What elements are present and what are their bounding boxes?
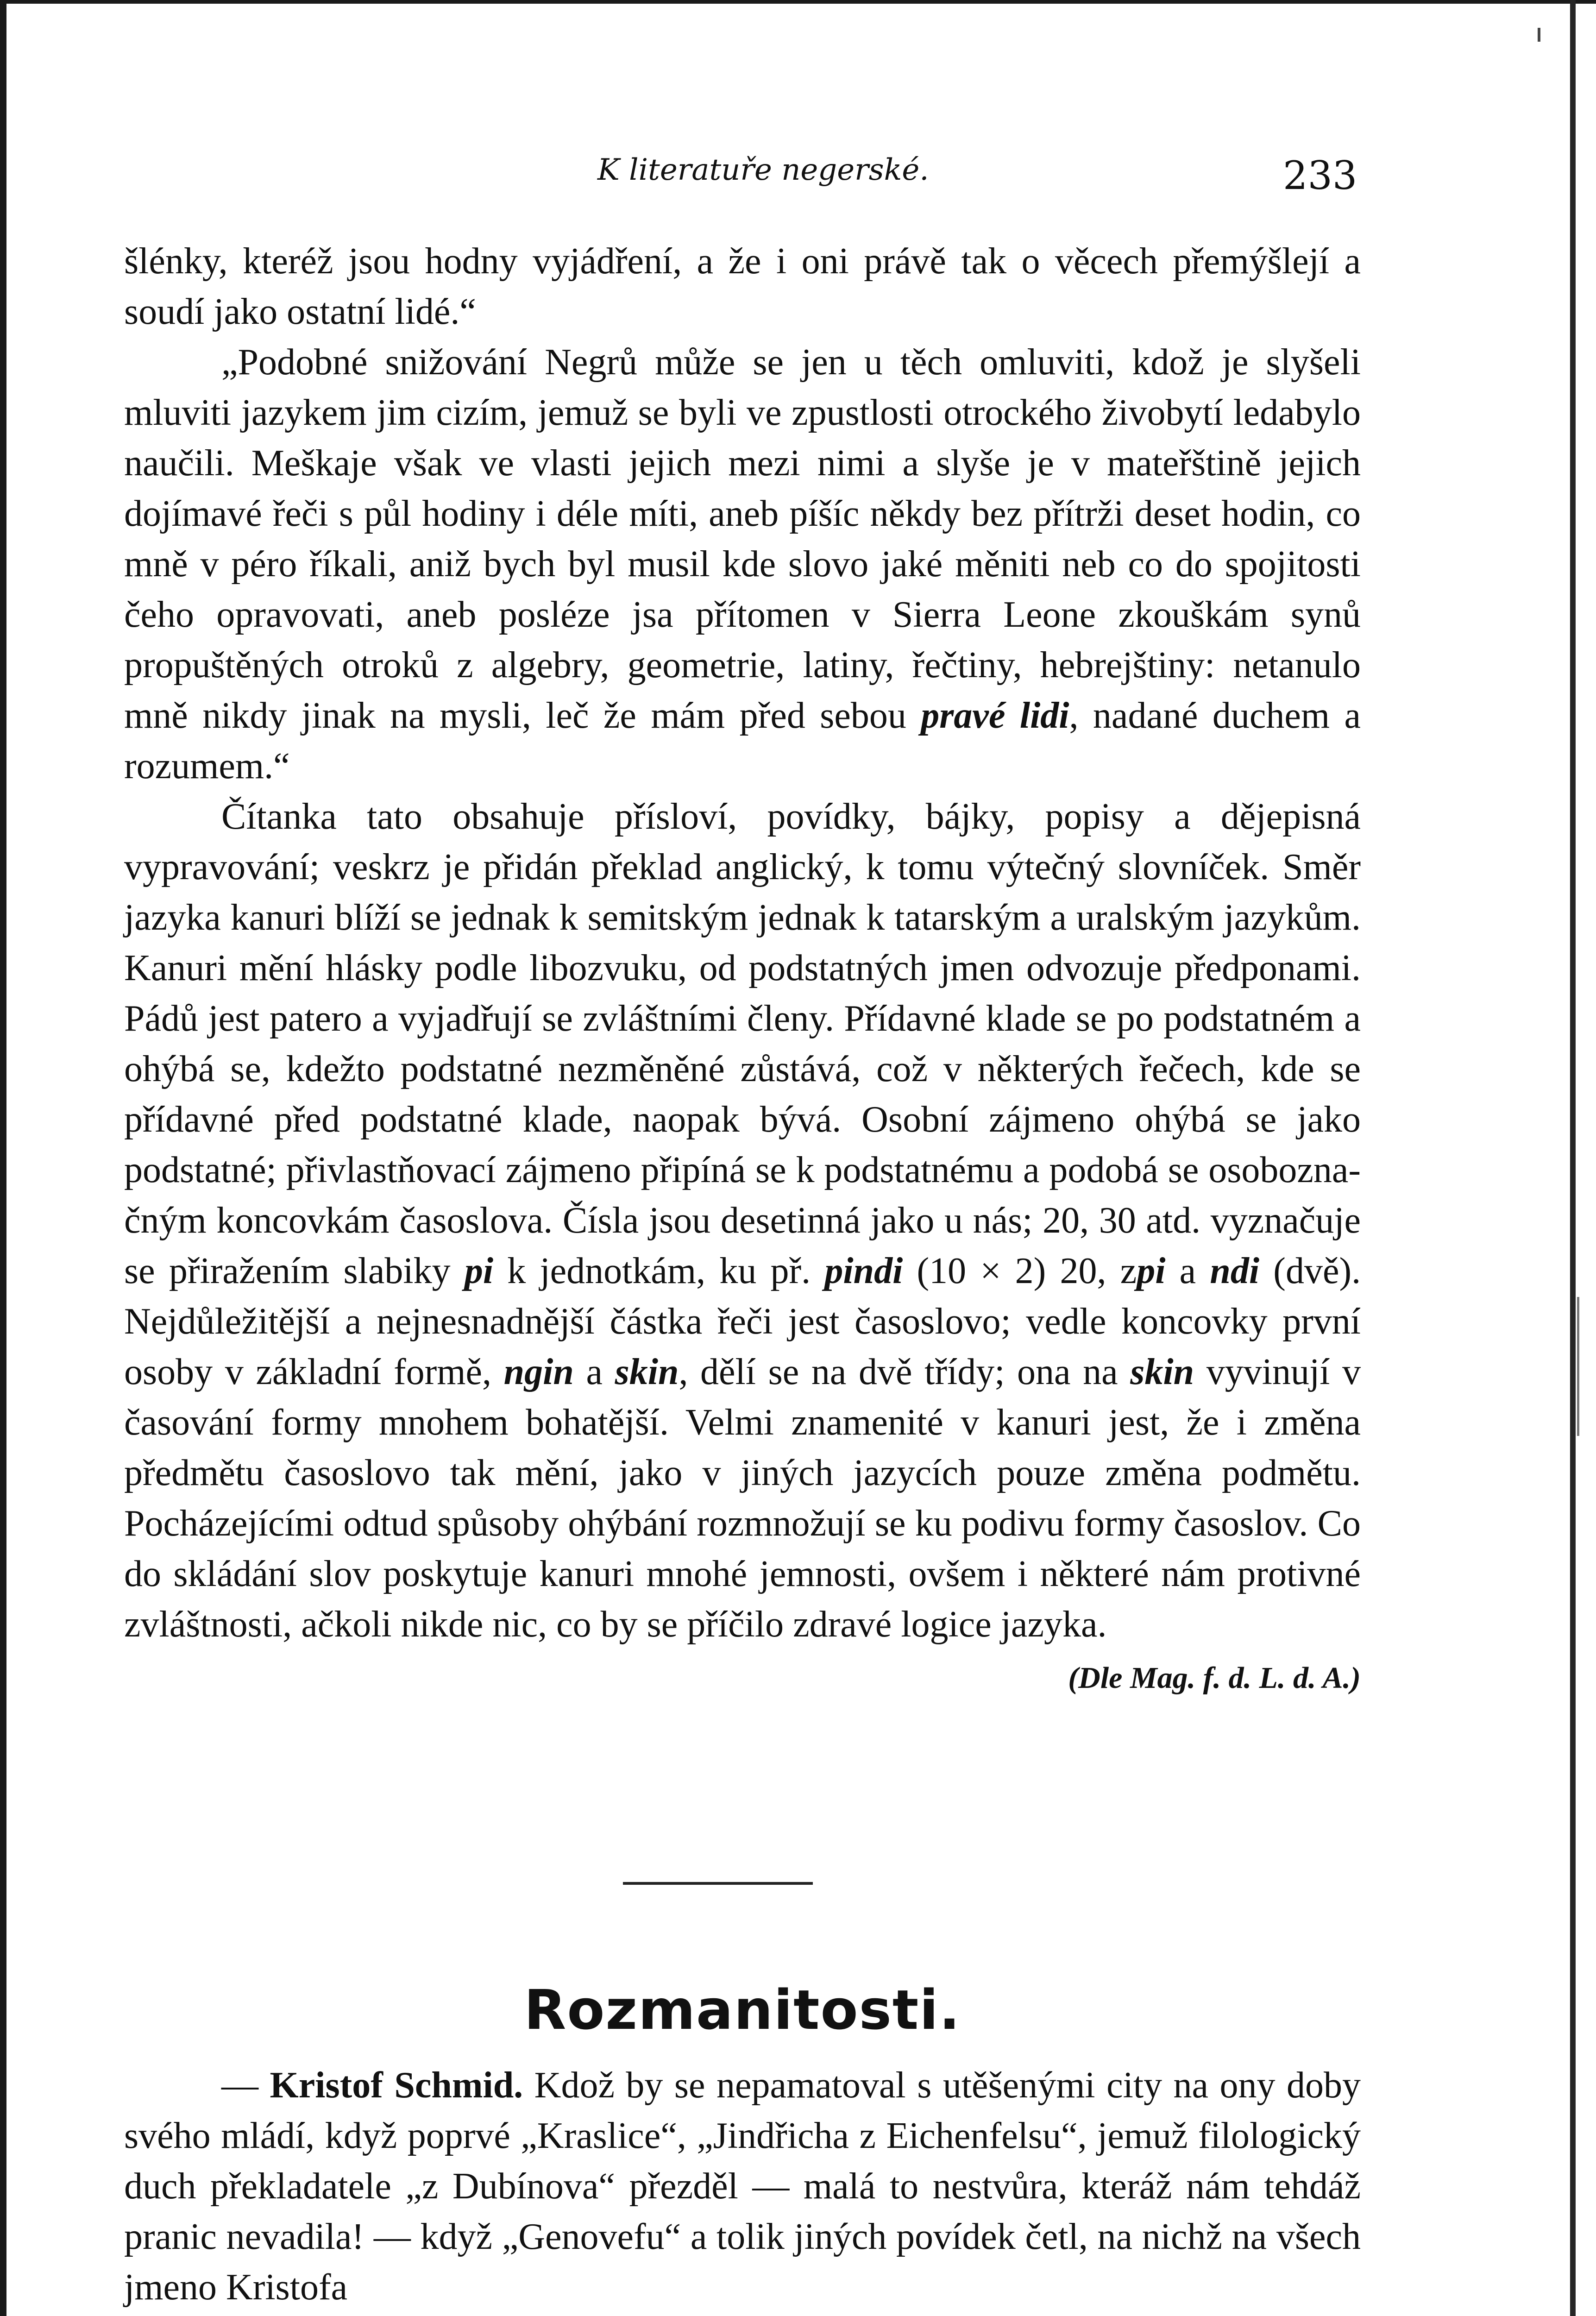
paragraph: šlénky, kteréž jsou hodny vyjádření, a že i oni právě tak o věcech přemýšlejí a soudí jako ostatní lidé.“ xyxy=(124,241,1361,332)
scan-edge-shadow xyxy=(1577,1297,1579,1436)
paragraph: — Kristof Schmid. Kdož by se nepamatoval s utěšenými city na ony doby svého mládí, když poprvé „Kraslice“, „Jindřicha z Eichenfelsu“, jemuž filologický duch překladatele „z Dubínova“ přezděl — malá to nestvůra, kteráž nám tehdáž pranic nevadila! — když „Genovefu“ a tolik jiných povídek četl, na nichž na všech jmeno Kristofa xyxy=(124,2065,1361,2308)
term: ngin xyxy=(503,1352,574,1392)
running-head: K literatuře negerské. xyxy=(597,153,929,187)
emphasis: pravé lidi xyxy=(921,695,1069,736)
page-number: 233 xyxy=(1283,153,1357,198)
term: pi xyxy=(464,1251,494,1291)
scan-speck xyxy=(1538,28,1540,42)
term: skin xyxy=(615,1352,679,1392)
scan-border-top xyxy=(0,0,1596,4)
scan-border-left xyxy=(0,0,6,2316)
paragraph: „Podobné snižování Negrů může se jen u těch omluviti, kdož je slyšeli mluviti jazykem jim cizím, jemuž se byli ve zpustlosti otrockého živobytí ledabylo naučili. Meškaje však ve vlasti jejich mezi nimi a slyše je v mateřštině jejich dojímavé řeči s půl hodiny i déle míti, aneb píšíc někdy bez přítrži deset hodin, co mně v péro říkali, aniž bych byl musil kde slovo jaké měniti neb co do spojitosti čeho opravovati, aneb posléze jsa přítomen v Sierra Leone zkouškám synů propuštěných otroků z algebry, geometrie, latiny, řečtiny, hebrejštiny: netanulo mně nikdy jinak na mysli, leč že mám před sebou pravé lidi, nadané duchem a rozumem.“ xyxy=(124,342,1361,787)
term: pindi xyxy=(824,1251,903,1291)
source-reference: (Dle Mag. f. d. L. d. A.) xyxy=(1068,1661,1361,1695)
section-divider xyxy=(623,1882,813,1885)
term: ndi xyxy=(1210,1251,1260,1291)
term: pi xyxy=(1137,1251,1166,1291)
article-body xyxy=(124,236,1361,1703)
scan-border-right xyxy=(1570,0,1576,2316)
paragraph: Čítanka tato obsahuje přísloví, povídky, bájky, popisy a dějepisná vypravování; veskrz je přidán překlad anglický, k tomu výtečný slovníček. Směr jazyka kanuri blíží se jednak k semitským jednak k tatarským a uralským jazykům. Kanuri mění hlásky podle libozvuku, od podstatných jmen odvozuje předponami. Pádů jest patero a vyjadřují se zvláštními členy. Přídavné klade se po podstatném a ohýbá se, kdežto podstatné nezměněné zůstává, což v některých řečech, kde se přídavné před podstatné klade, naopak bývá. Osobní zájmeno ohýbá se jako podstatné; přivlastňovací zájmeno připíná se k podstatnému a podobá se osoboznačným koncovkám časoslova. Čísla jsou desetinná jako u nás; 20, 30 atd. vyznačuje se přiražením slabiky pi k jednotkám, ku př. pindi (10 × 2) 20, zpi a ndi (dvě). Nejdůležitější a nejnesnadnější částka řeči jest časoslovo; vedle koncovky první osoby v základní formě, ngin a skin, dělí se na dvě třídy; ona na skin vyvinují v časování formy mnohem bohatější. Velmi znamenité v kanuri jest, že i změna předmětu časoslovo tak mění, jako v jiných jazycích pouze změna podmětu. Pocházejícími odtud spůsoby ohýbání rozmnožují se ku podivu formy časoslov. Co do skládání slov poskytuje kanuri mnohé jemnosti, ovšem i některé nám protivné zvláštnosti, ačkoli nikde nic, co by se příčilo zdravé logice jazyka. (Dle Mag. f. d. L. d. A.) xyxy=(124,792,1361,1650)
lead-name: Kristof Schmid. xyxy=(270,2065,523,2106)
term: skin xyxy=(1130,1352,1194,1392)
miscellany-body xyxy=(124,2060,1361,2313)
section-heading: Rozmanitosti. xyxy=(524,1978,961,2042)
